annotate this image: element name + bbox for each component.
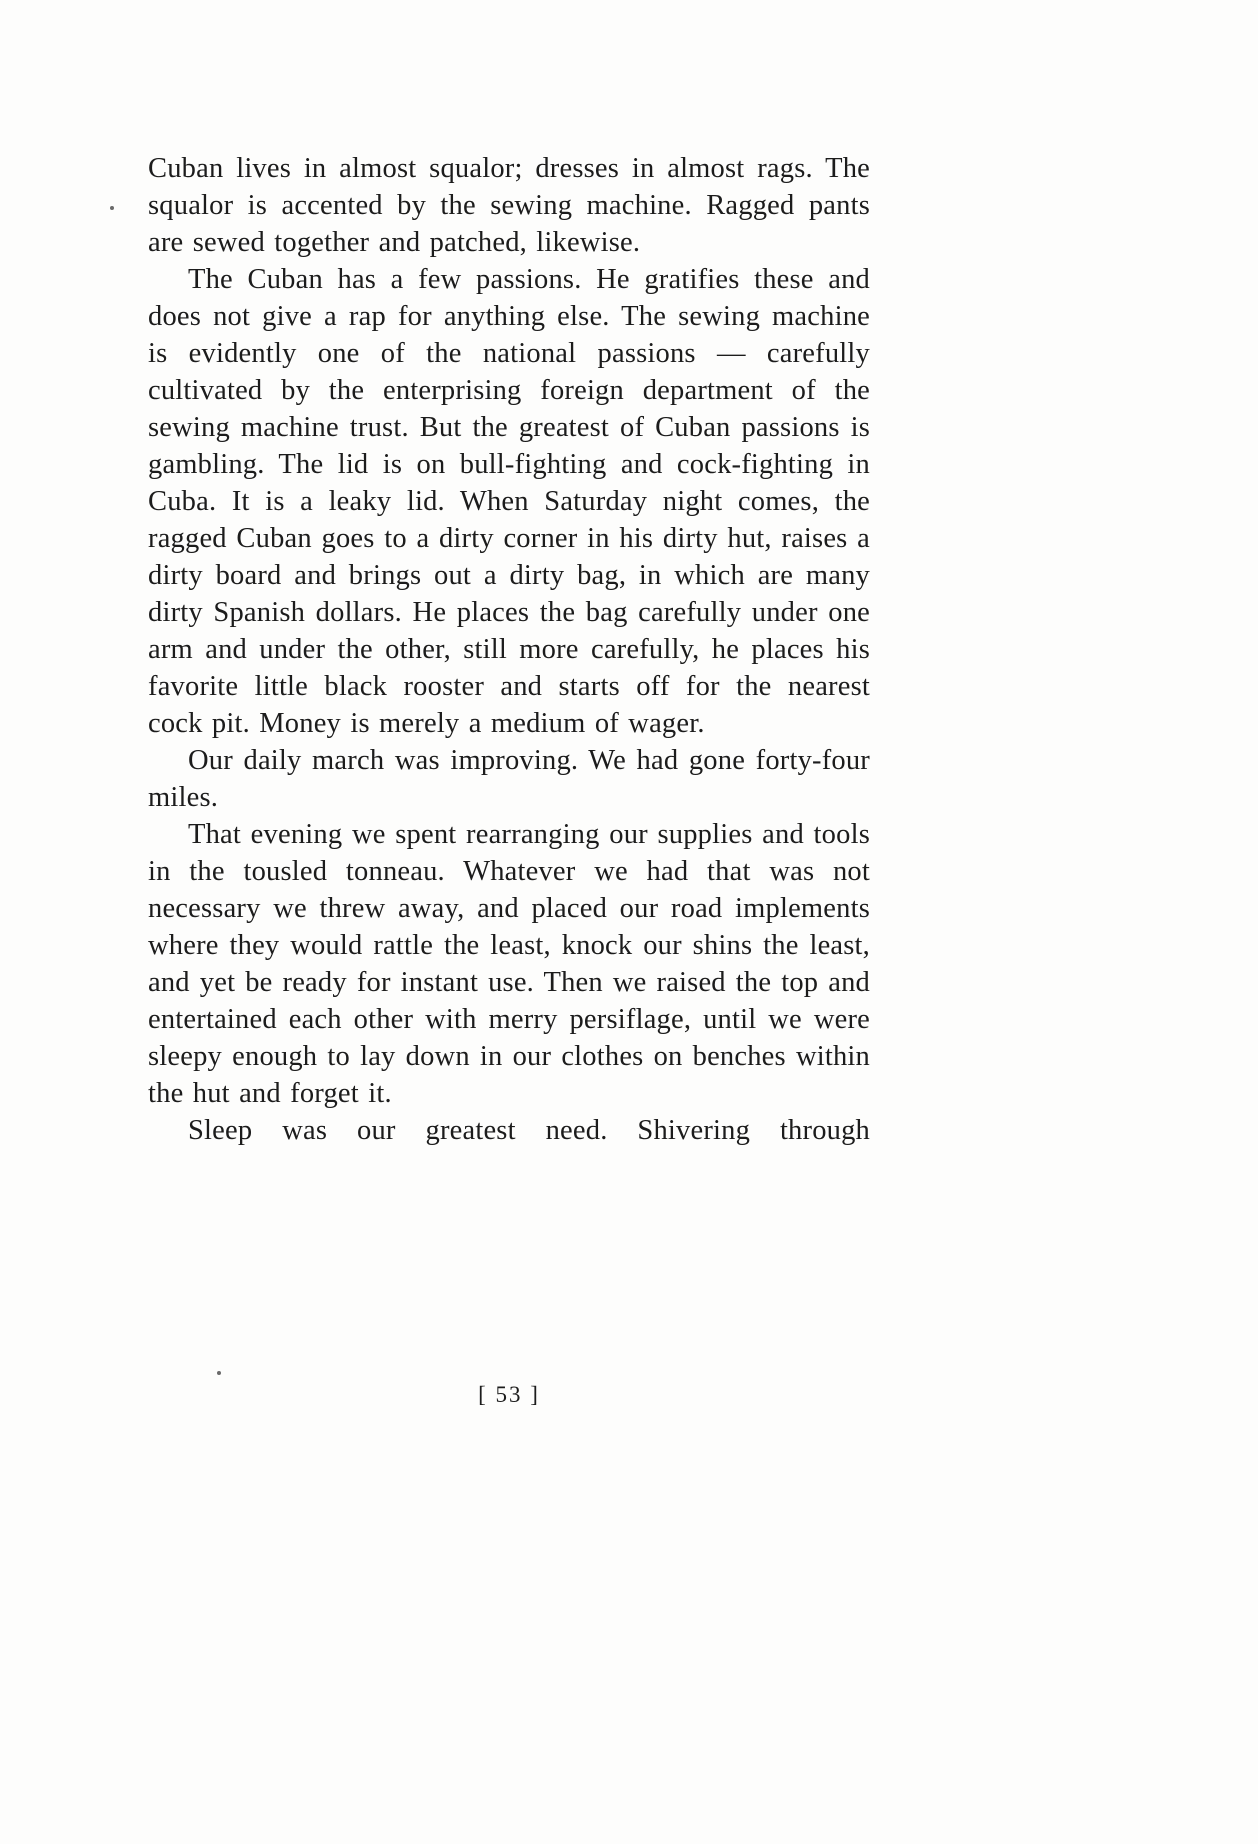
page-number: [ 53 ] xyxy=(478,1382,540,1407)
paragraph-runover: Sleep was our greatest need. Shivering through xyxy=(188,1115,870,1146)
paragraph: Our daily march was improving. We had gone forty-four miles. xyxy=(148,745,870,813)
paragraph: That evening we spent rearranging our supplies and tools in the tousled tonneau. Whatever we had that was not necessary we threw away, and placed our road implements where they would rattle the least, knock our shins the least, and yet be ready for instant use. Then we raised the top and entertained each other with merry persiflage, until we were sleepy enough to lay down in our clothes on benches within the hut and forget it. xyxy=(148,819,870,1109)
scan-speck xyxy=(217,1371,221,1375)
paragraph: The Cuban has a few passions. He gratifies these and does not give a rap for anything else. The sewing machine is evidently one of the national passions — carefully cultivated by the enterprising foreign department of the sewing machine trust. But the greatest of Cuban passions is gambling. The lid is on bull-fighting and cock-fighting in Cuba. It is a leaky lid. When Saturday night comes, the ragged Cuban goes to a dirty corner in his dirty hut, raises a dirty board and brings out a dirty bag, in which are many dirty Spanish dollars. He places the bag carefully under one arm and under the other, still more carefully, he places his favorite little black rooster and starts off for the nearest cock pit. Money is merely a medium of wager. xyxy=(148,264,870,739)
body-text xyxy=(148,150,870,1149)
paragraph-continuation: Cuban lives in almost squalor; dresses in almost rags. The squalor is accented by the sewing machine. Ragged pants are sewed together and patched, likewise. xyxy=(148,153,870,258)
scan-speck xyxy=(110,206,114,210)
